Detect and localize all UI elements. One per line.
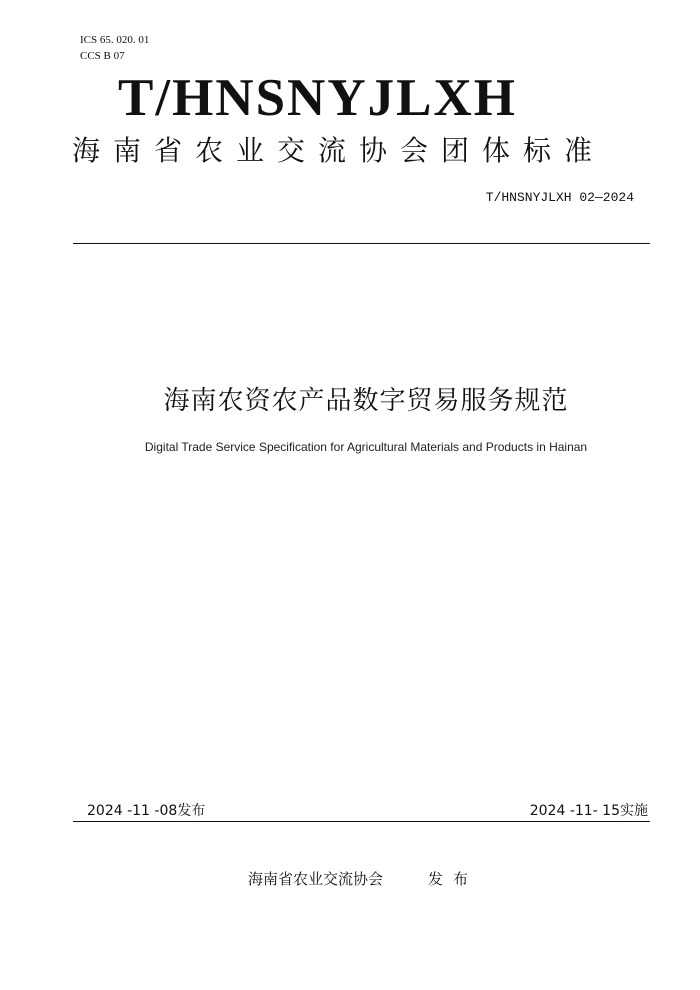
issuer-action: 发布	[428, 870, 479, 888]
classification-codes	[80, 32, 149, 64]
footer-divider	[73, 821, 650, 822]
document-english-title: Digital Trade Service Specification for Agricultural Materials and Products in Hainan	[144, 440, 588, 454]
ics-code: ICS 65. 020. 01	[80, 34, 150, 46]
standard-code-heading: T/HNSNYJLXH	[118, 69, 517, 127]
document-title: 海南农资农产品数字贸易服务规范	[163, 386, 569, 416]
ccs-code: CCS B 07	[80, 50, 125, 62]
standard-number: T/HNSNYJLXH 02—2024	[485, 190, 634, 205]
issuer-name: 海南省农业交流协会	[248, 870, 384, 888]
header-divider	[73, 243, 650, 244]
organization-standard-title: 海南省农业交流协会团体标准	[72, 134, 606, 167]
publish-date: 2024 -11 -08发布	[87, 803, 206, 819]
implement-date: 2024 -11- 15实施	[529, 803, 648, 819]
